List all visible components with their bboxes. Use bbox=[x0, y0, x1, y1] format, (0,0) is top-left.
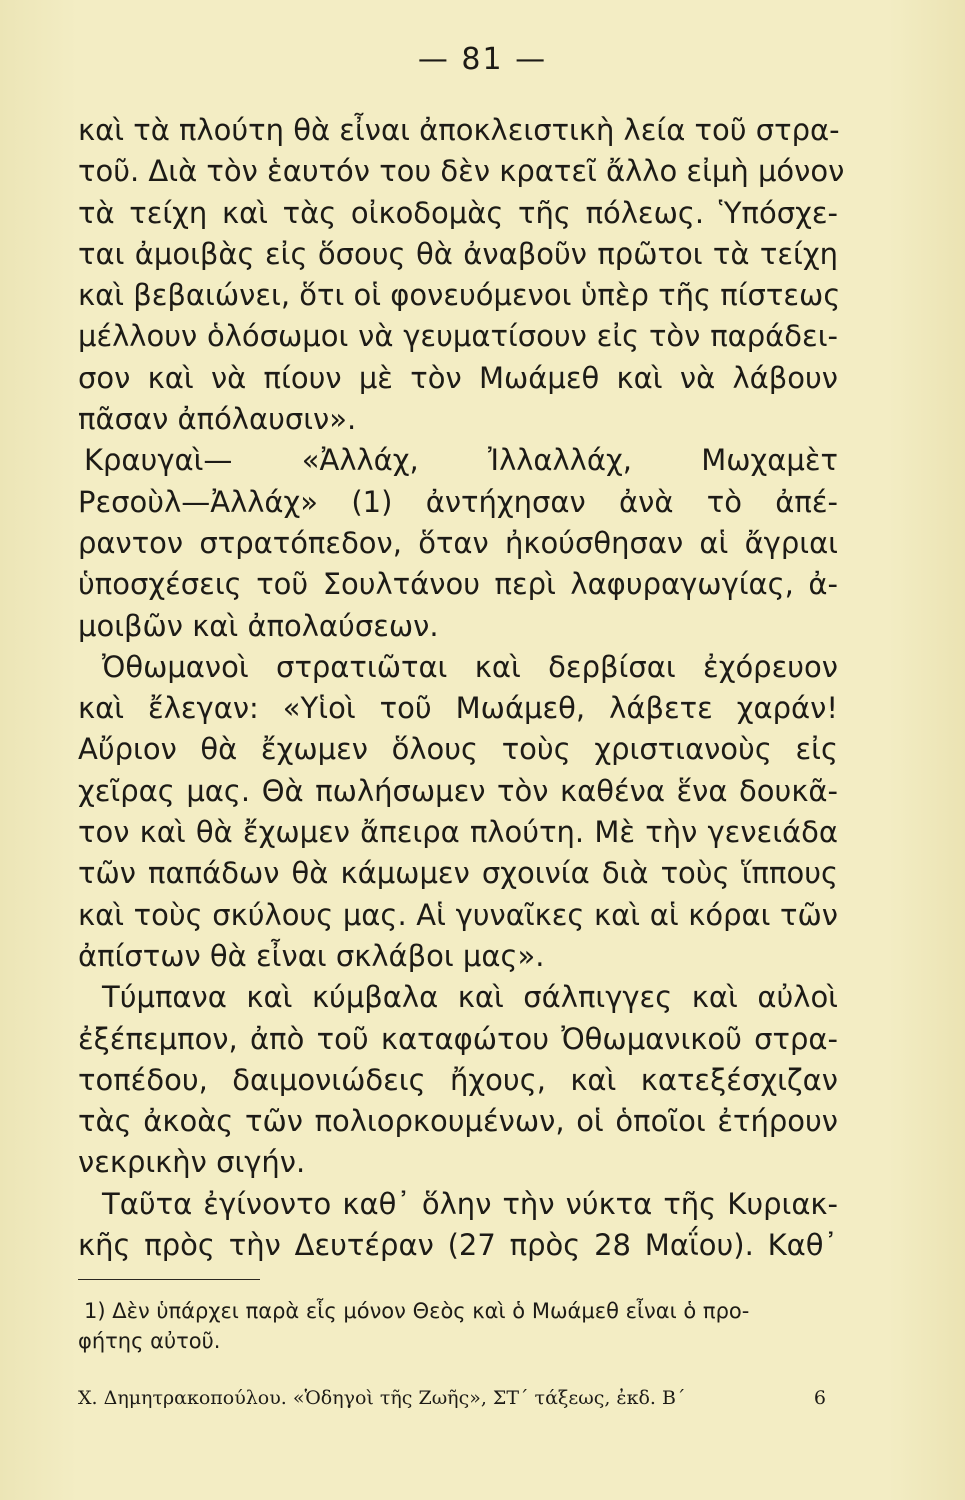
text-line: καὶ τὰ πλούτη θὰ εἶναι ἀποκλειστικὴ λεία τοῦ στρα- bbox=[78, 113, 840, 147]
text-line: τὰς ἀκοὰς τῶν πολιορκουμένων, οἱ ὁποῖοι ἐτήρουν bbox=[78, 1104, 838, 1139]
footnote-divider bbox=[78, 1279, 260, 1280]
footnote-line: 1) Δὲν ὑπάρχει παρὰ εἷς μόνον Θεὸς καὶ ὁ Μωάμεθ εἶναι ὁ προ- bbox=[84, 1299, 750, 1323]
text-line: Αὔριον θὰ ἔχωμεν ὅλους τοὺς χριστιανοὺς εἰς bbox=[78, 732, 838, 767]
text-line: ραντον στρατόπεδον, ὅταν ἠκούσθησαν αἱ ἄγριαι bbox=[78, 525, 838, 560]
text-line: καὶ ἔλεγαν: «Υἱοὶ τοῦ Μωάμεθ, λάβετε χαράν! bbox=[78, 691, 838, 726]
main-text bbox=[78, 110, 845, 1266]
text-line: Ταῦτα ἐγίνοντο καθ᾽ ὅλην τὴν νύκτα τῆς Κυριακ- bbox=[102, 1186, 838, 1221]
text-line: τοῦ. Διὰ τὸν ἑαυτόν του δὲν κρατεῖ ἄλλο εἰμὴ μόνον bbox=[78, 154, 845, 189]
page-number: — 81 — bbox=[417, 42, 548, 77]
text-line: Τύμπανα καὶ κύμβαλα καὶ σάλπιγγες καὶ αὐλοὶ bbox=[102, 980, 838, 1015]
text-line: μοιβῶν καὶ ἀπολαύσεων. bbox=[78, 608, 439, 643]
text-line: ἐξέπεμπον, ἀπὸ τοῦ καταφώτου Ὀθωμανικοῦ στρα- bbox=[78, 1021, 838, 1056]
signature-text: Χ. Δημητρακοπούλου. «Ὁδηγοὶ τῆς Ζωῆς», ΣΤ΄ τάξεως, ἐκδ. Β΄ bbox=[78, 1387, 686, 1409]
text-line: πᾶσαν ἀπόλαυσιν». bbox=[78, 402, 357, 437]
text-line: μέλλουν ὁλόσωμοι νὰ γευματίσουν εἰς τὸν παράδει- bbox=[78, 319, 838, 354]
text-line: ται ἀμοιβὰς εἰς ὅσους θὰ ἀναβοῦν πρῶτοι τὰ τείχη bbox=[78, 236, 838, 271]
text-line: καὶ τοὺς σκύλους μας. Αἱ γυναῖκες καὶ αἱ κόραι τῶν bbox=[78, 897, 838, 932]
text-line: σον καὶ νὰ πίουν μὲ τὸν Μωάμεθ καὶ νὰ λάβουν bbox=[78, 360, 838, 395]
text-line: τὰ τείχη καὶ τὰς οἰκοδομὰς τῆς πόλεως. Ὑπόσχε- bbox=[78, 195, 838, 230]
text-line: τοπέδου, δαιμονιώδεις ἤχους, καὶ κατεξέσχιζαν bbox=[78, 1062, 838, 1097]
footnote-line: φήτης αὐτοῦ. bbox=[78, 1329, 221, 1353]
text-line: Ὀθωμανοὶ στρατιῶται καὶ δερβίσαι ἐχόρευον bbox=[102, 649, 838, 684]
text-line: τον καὶ θὰ ἔχωμεν ἄπειρα πλούτη. Μὲ τὴν γενειάδα bbox=[78, 815, 838, 850]
printer-signature bbox=[78, 1384, 838, 1412]
text-line: κῆς πρὸς τὴν Δευτέραν (27 πρὸς 28 Μαΐου). Καθ᾽ bbox=[78, 1228, 838, 1263]
text-line: ὑποσχέσεις τοῦ Σουλτάνου περὶ λαφυραγωγίας, ἀ- bbox=[78, 567, 838, 602]
text-line: χεῖρας μας. Θὰ πωλήσωμεν τὸν καθένα ἕνα δουκᾶ- bbox=[78, 773, 838, 808]
text-line: καὶ βεβαιώνει, ὅτι οἱ φονευόμενοι ὑπὲρ τῆς πίστεως bbox=[78, 278, 841, 313]
footnote bbox=[78, 1296, 838, 1356]
text-line: ἀπίστων θὰ εἶναι σκλάβοι μας». bbox=[78, 938, 545, 973]
text-line: τῶν παπάδων θὰ κάμωμεν σχοινία διὰ τοὺς ἵππους bbox=[78, 856, 838, 891]
text-line: Ρεσοὺλ—Ἀλλάχ» (1) ἀντήχησαν ἀνὰ τὸ ἀπέ- bbox=[78, 484, 838, 519]
signature-number: 6 bbox=[813, 1387, 826, 1409]
text-line: νεκρικὴν σιγήν. bbox=[78, 1145, 306, 1180]
text-line: Κραυγαὶ— «Ἀλλάχ, Ἰλλαλλάχ, Μωχαμὲτ bbox=[84, 443, 838, 478]
